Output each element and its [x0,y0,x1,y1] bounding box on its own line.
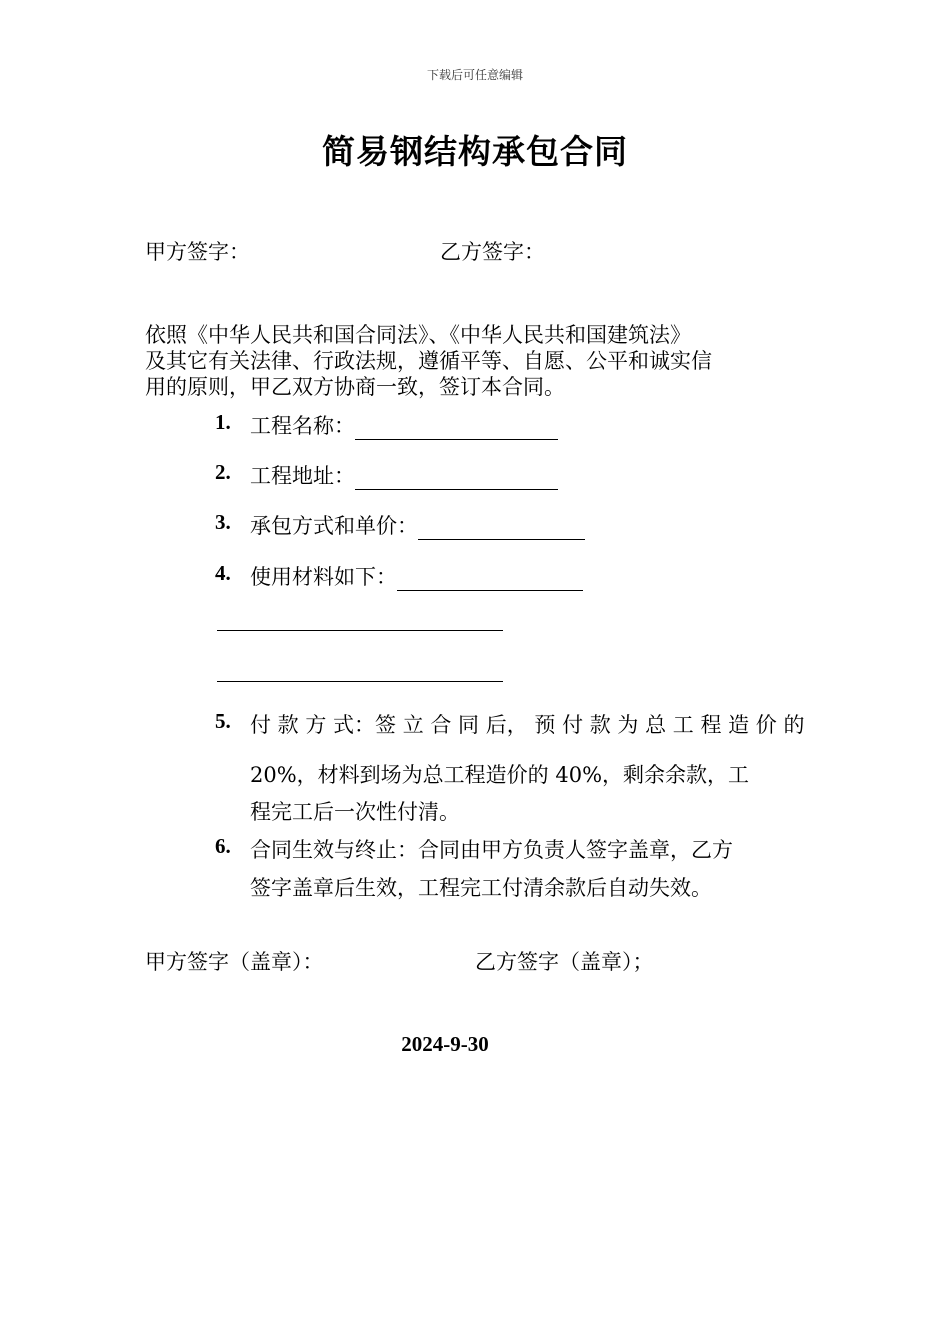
project-name-blank[interactable] [355,419,558,440]
project-name-label: 工程名称： [250,414,355,438]
item-number: 4. [215,561,231,585]
project-address-blank[interactable] [355,469,558,490]
item-1 [215,410,231,435]
item-3-row [250,510,585,540]
item-4-row [250,561,583,591]
party-b-seal-label: 乙方签字（盖章）； [475,950,654,974]
materials-blank[interactable] [397,570,583,591]
header-note: 下载后可任意编辑 [426,68,523,82]
materials-label: 使用材料如下： [250,565,397,589]
intro-line: 用的原则，甲乙双方协商一致，签订本合同。 [145,375,565,399]
validity-line: 签字盖章后生效，工程完工付清余款后自动失效。 [250,876,712,900]
item-3 [215,510,231,535]
item-number: 6. [215,834,231,858]
project-address-label: 工程地址： [250,464,355,488]
item-number: 1. [215,410,231,434]
intro-line: 及其它有关法律、行政法规，遵循平等、自愿、公平和诚实信 [145,349,712,373]
payment-line: 付 款 方 式：签 立 合 同 后， 预 付 款 为 总 工 程 造 价 的 [250,713,805,737]
party-a-seal-label: 甲方签字（盖章）： [145,950,324,974]
item-number: 3. [215,510,231,534]
payment-line: 20%，材料到场为总工程造价的 40%，剩余余款，工 [250,763,750,787]
item-2 [215,460,231,485]
intro-paragraph [145,322,810,400]
item-5 [215,709,231,734]
item-4 [215,561,231,586]
intro-line: 依照《中华人民共和国合同法》、《中华人民共和国建筑法》 [145,323,691,347]
item-1-row [250,410,558,440]
item-6 [215,834,231,859]
contract-method-label: 承包方式和单价： [250,514,418,538]
item-2-row [250,460,558,490]
materials-blank-line[interactable] [217,681,503,682]
party-b-signature-label: 乙方签字： [440,240,545,264]
item-number: 2. [215,460,231,484]
contract-date: 2024-9-30 [401,1032,489,1056]
materials-blank-line[interactable] [217,630,503,631]
payment-line: 程完工后一次性付清。 [250,800,460,824]
document-title: 简易钢结构承包合同 [322,132,628,171]
item-number: 5. [215,709,231,733]
party-a-signature-label: 甲方签字： [145,240,250,264]
validity-line: 合同生效与终止：合同由甲方负责人签字盖章，乙方 [250,838,733,862]
contract-method-blank[interactable] [418,519,585,540]
